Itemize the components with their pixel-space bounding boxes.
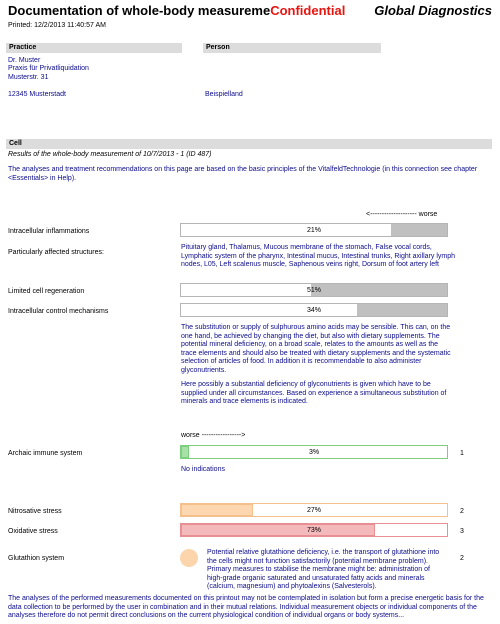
oxidative-value: 73% bbox=[306, 527, 321, 534]
person-name: Beispielland bbox=[205, 91, 243, 98]
glutathion-text: Potential relative glutathione deficiency, i.e. the transport of glutathione into the cells might not function satisfactorily (potential membrane problem). Primary measures to stabilise the membrane might be: administration of high-grade organic saturated and unsaturated fatty acids and minerals (calcium, magnesium) and phytoalexins (Salvesterols). bbox=[207, 549, 440, 590]
nitrosative-bar bbox=[180, 503, 448, 517]
row-label-control: Intracellular control mechanisms bbox=[8, 308, 109, 315]
immune-value: 3% bbox=[308, 449, 320, 456]
cell-intro: The analyses and treatment recommendations on this page are based on the basic principles of the VitalfeldTechnologie (in this connection see chapter <Essentials> in Help). bbox=[8, 166, 478, 182]
glutathion-status-circle bbox=[180, 549, 198, 567]
row-label-immune: Archaic immune system bbox=[8, 450, 83, 457]
oxidative-bar bbox=[180, 523, 448, 537]
control-text-2: Here possibly a substantial deficiency of glyconutrients is given which have to be supplied under all circumstances. Based on experience a simultaneous substitution of minerals and trace elements is indicated. bbox=[181, 381, 447, 405]
row-label-glutathion: Glutathion system bbox=[8, 555, 65, 562]
person-header: Person bbox=[203, 43, 381, 53]
immune-number: 1 bbox=[460, 450, 464, 457]
oxidative-number: 3 bbox=[460, 528, 464, 535]
immune-note: No indications bbox=[181, 466, 225, 473]
scale-bottom-label: worse -----------------> bbox=[181, 432, 246, 439]
title-text: Documentation of whole-body measureme bbox=[8, 3, 271, 18]
practice-city: 12345 Musterstadt bbox=[8, 91, 66, 98]
scale-top-label: <-------------------- worse bbox=[366, 211, 438, 218]
row-label-nitrosative: Nitrosative stress bbox=[8, 508, 62, 515]
practice-header: Practice bbox=[6, 43, 182, 53]
regeneration-bar bbox=[180, 283, 448, 297]
immune-bar bbox=[180, 445, 448, 459]
inflammations-bar bbox=[180, 223, 448, 237]
results-line: Results of the whole-body measurement of 10/7/2013 - 1 (ID 487) bbox=[8, 151, 212, 158]
footer-disclaimer: The analyses of the performed measurements documented on this printout may not be contemplated in isolation but form a precise energetic basis for the data collection to be performed by the user in combination and in their mutual relations. Individual measurement objects or individual components of the analyses therefore do not permit direct conclusions on the current physiological condition of individual organs or body systems... bbox=[8, 595, 484, 619]
practice-line2: Praxis für Privatliquidation bbox=[8, 65, 89, 72]
document-title bbox=[8, 3, 345, 18]
row-label-structures: Particularly affected structures: bbox=[8, 249, 104, 256]
row-label-regeneration: Limited cell regeneration bbox=[8, 288, 85, 295]
glutathion-number: 2 bbox=[460, 555, 464, 562]
control-value: 34% bbox=[306, 307, 321, 314]
row-label-oxidative: Oxidative stress bbox=[8, 528, 58, 535]
structures-text: Pituitary gland, Thalamus, Mucous membrane of the stomach, False vocal cords, Lymphatic system of the pharynx, Intestinal mucus, Intestinal trunks, Right axillary lymph nodes, L05, Left scalenus muscle, Saphenous veins right, Dorsum of foot artery left bbox=[181, 244, 456, 268]
inflammations-value: 21% bbox=[306, 227, 321, 234]
nitrosative-number: 2 bbox=[460, 508, 464, 515]
row-label-inflammations: Intracellular inflammations bbox=[8, 228, 90, 235]
control-bar bbox=[180, 303, 448, 317]
nitrosative-value: 27% bbox=[306, 507, 321, 514]
practice-name: Dr. Muster bbox=[8, 57, 41, 64]
cell-header: Cell bbox=[6, 139, 492, 149]
regeneration-value: 51% bbox=[306, 287, 321, 294]
practice-street: Musterstr. 31 bbox=[8, 74, 49, 81]
printed-timestamp: Printed: 12/2/2013 11:40:57 AM bbox=[8, 22, 106, 29]
control-text-1: The substitution or supply of sulphurous amino acids may be sensible. This can, on the one hand, be achieved by changing the diet, but also with dietary supplements. The potential mineral deficiency, on a broad scale, relates to the amounts as well as the trace elements and should also be treated with dietary supplements and the systematic selection of articles of food. In addition it is recommendable to also administer glyconutrients. bbox=[181, 324, 451, 374]
brand-name: Global Diagnostics bbox=[374, 3, 492, 18]
confidential-label: Confidential bbox=[270, 3, 346, 18]
